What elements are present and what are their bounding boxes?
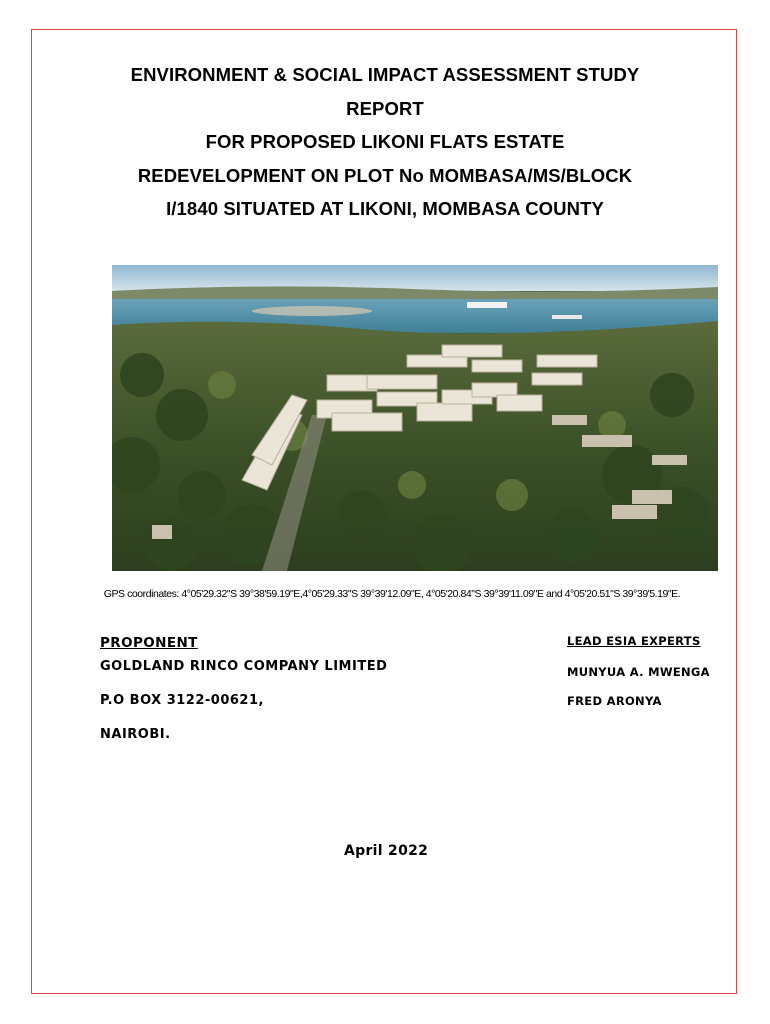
title-line-5: I/1840 SITUATED AT LIKONI, MOMBASA COUNTY	[166, 198, 604, 220]
lead-experts-heading: LEAD ESIA EXPERTS	[567, 634, 701, 648]
proponent-po-box: P.O BOX 3122-00621,	[100, 693, 264, 708]
proponent-city: NAIROBI.	[100, 727, 171, 742]
expert-name: FRED ARONYA	[567, 694, 662, 708]
title-line-3: FOR PROPOSED LIKONI FLATS ESTATE	[205, 131, 565, 153]
aerial-rendering-image	[112, 265, 718, 571]
title-line-1: ENVIRONMENT & SOCIAL IMPACT ASSESSMENT STUDY	[130, 64, 640, 85]
report-title	[60, 58, 710, 226]
proponent-heading: PROPONENT	[100, 635, 198, 651]
gps-coordinates: GPS coordinates: 4°05'29.32"S 39°38'59.19"E,4°05'29.33"S 39°39'12.09"E, 4°05'20.84"S 39°39'11.09"E and 4°05'20.51"S 39°39'5.19"E.	[103, 588, 681, 600]
title-line-2: REPORT	[346, 97, 424, 119]
expert-name: MUNYUA A. MWENGA	[567, 665, 710, 679]
report-date: April 2022	[344, 843, 429, 859]
title-line-4: REDEVELOPMENT ON PLOT No MOMBASA/MS/BLOCK	[137, 164, 633, 186]
proponent-name: GOLDLAND RINCO COMPANY LIMITED	[100, 659, 388, 674]
